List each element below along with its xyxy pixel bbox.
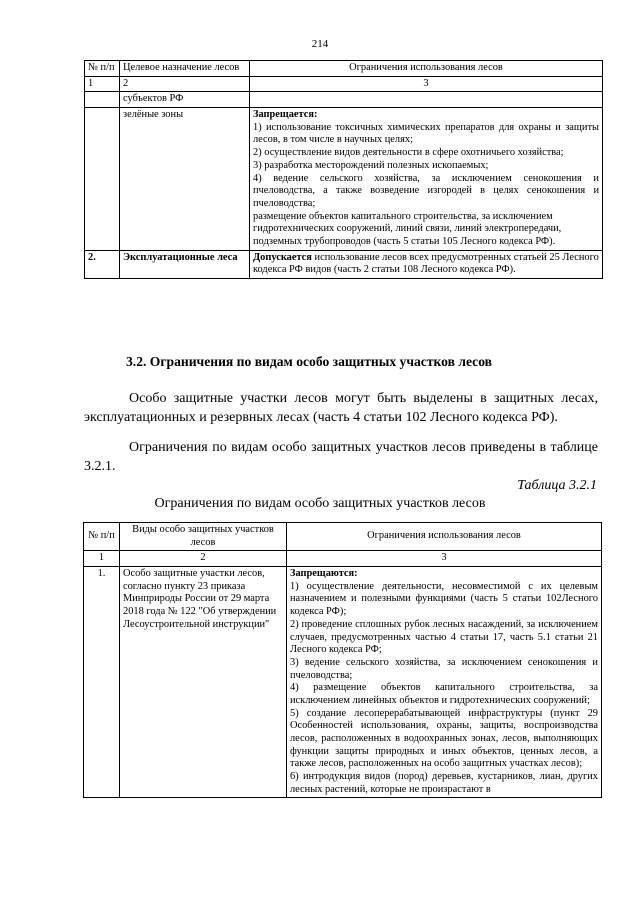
table-header-row [84,523,602,551]
index-cell: 3 [250,76,603,92]
table-title: Ограничения по видам особо защитных участков лесов [154,496,486,511]
page-number: 214 [311,38,329,50]
row-kind: Особо защитные участки лесов, согласно пункту 23 приказа Минприроды России от 29 марта 2018 года № 122 "Об утверждении Лесоустроительной инструкции" [120,567,287,798]
index-cell: 3 [287,551,602,567]
row-purpose: субъектов РФ [120,92,250,108]
paragraph: Ограничения по видам особо защитных участков лесов приведены в таблице 3.2.1. [84,440,598,474]
header-purpose: Целевое назначение лесов [120,61,250,77]
header-restrictions: Ограничения использования лесов [287,523,602,551]
header-kind: Виды особо защитных участков лесов [120,523,287,551]
restriction-item: 4) ведение сельского хозяйства, за исключением сенокошения и пчеловодства, а также возведение изгородей в целях сенокошения и пчеловодства; [253,172,599,209]
row-number [85,92,120,108]
restriction-item: 1) осуществление деятельности, несовместимой с их целевым назначением и полезными функциями (часть 5 статьи 102Лесного кодекса РФ); [290,580,598,618]
restriction-item: 6) интродукция видов (пород) деревьев, кустарников, лиан, других лесных растений, которые не произрастают в [290,771,598,795]
row-restrictions [250,250,603,278]
table-index-row [84,551,602,567]
index-cell: 1 [84,551,120,567]
forest-purpose-table [84,60,603,279]
restriction-item: 2) проведение сплошных рубок лесных насаждений, за исключением случаев, предусмотренных частью 4 статьи 17, часть 5.1 статьи 21 Лесного кодекса РФ; [290,618,598,656]
restriction-heading: Запрещается: [253,109,318,121]
row-number: 1. [84,567,120,798]
restriction-item: 3) разработка месторождений полезных ископаемых; [253,159,489,171]
restriction-item: 2) осуществление видов деятельности в сфере охотничьего хозяйства; [253,147,564,159]
table-index-row [85,76,603,92]
row-restrictions [250,108,603,251]
index-cell: 2 [120,551,287,567]
header-number: № п/п [84,523,120,551]
restriction-heading: Запрещаются: [290,568,358,580]
row-restrictions [250,92,603,108]
restriction-item: 1) использование токсичных химических препаратов для охраны и защиты лесов, в том числе в научных целях; [253,121,599,146]
table-row [85,108,603,251]
row-restrictions [287,567,602,798]
row-purpose: Эксплуатационные леса [120,250,250,278]
table-header-row [85,61,603,77]
restriction-item: размещение объектов капитального строительства, за исключением гидротехнических сооружений, линий связи, линий электропередачи, подземных трубопроводов (часть 5 статьи 105 Лесного кодекса РФ). [253,210,562,247]
protective-areas-table [83,522,602,798]
table-row [84,567,602,798]
row-purpose: зелёные зоны [120,108,250,251]
section-title: 3.2. Ограничения по видам особо защитных участков лесов [126,354,493,369]
restriction-item: 3) ведение сельского хозяйства, за исключением сенокошения и пчеловодства; [290,656,598,681]
row-number [85,108,120,251]
table-row [85,92,603,108]
table-row [85,250,603,278]
restriction-text: использование лесов всех предусмотренных статьей 25 Лесного кодекса РФ видов (часть 2 статьи 108 Лесного кодекса РФ). [253,251,599,276]
paragraph: Особо защитные участки лесов могут быть выделены в защитных лесах, эксплуатационных и резервных лесах (часть 4 статьи 102 Лесного кодекса РФ). [84,391,598,425]
header-restrictions: Ограничения использования лесов [250,61,603,77]
restriction-lead: Допускается [253,251,312,263]
restriction-item: 4) размещение объектов капитального строительства, за исключением линейных объектов и гидротехнических сооружений; [290,682,598,706]
index-cell: 1 [85,76,120,92]
header-number: № п/п [85,61,120,77]
table-label: Таблица 3.2.1 [517,478,597,493]
index-cell: 2 [120,76,250,92]
restriction-item: 5) создание лесоперерабатывающей инфраструктуры (пункт 29 Особенностей использования, охраны, защиты, воспроизводства лесов, расположенных в водоохранных зонах, лесов, выполняющих функции защиты природных и иных объектов, ценных лесов, а также лесов, расположенных на особо защитных участках лесов); [290,707,598,770]
row-number: 2. [85,250,120,278]
